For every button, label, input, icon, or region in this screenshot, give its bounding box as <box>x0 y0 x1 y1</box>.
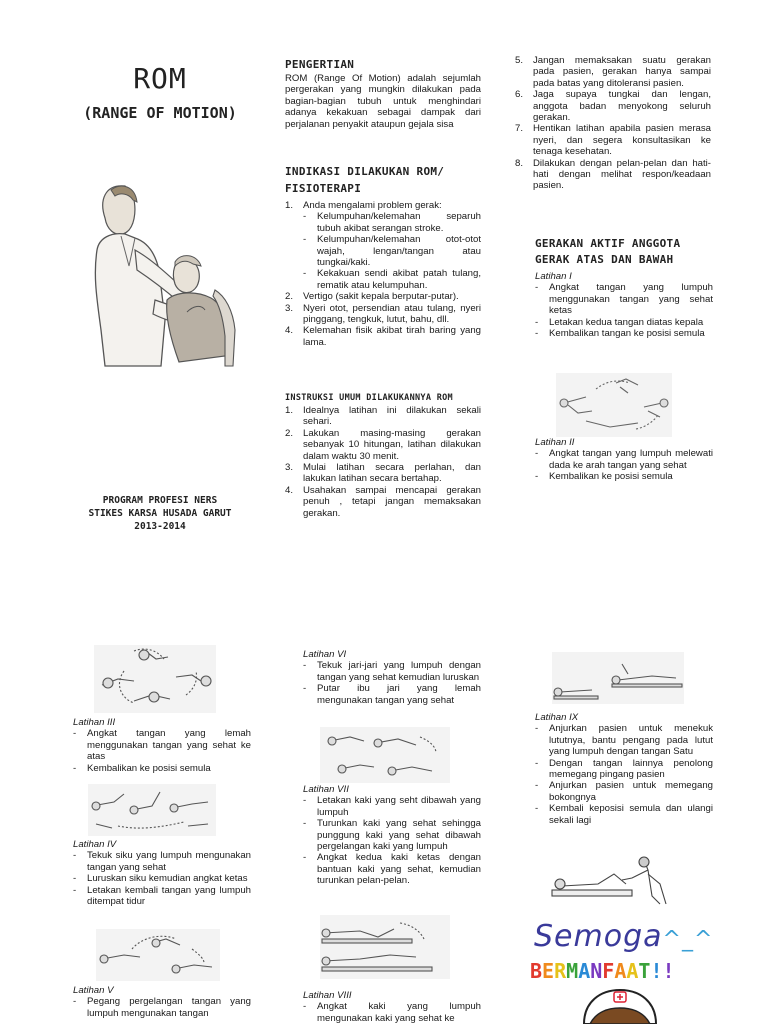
instruksi-heading: INSTRUKSI UMUM DILAKUKANNYA ROM <box>285 393 453 403</box>
latihan-step: - Kembalikan ke posisi semula <box>73 762 211 774</box>
indikasi-subitem: - Kekakuan sendi akibat patah tulang, rematik atau kelumpuhan. <box>303 268 481 291</box>
latihan-5-illustration <box>96 929 220 981</box>
latihan-step: - Dengan tangan lainnya penolong memegang pingang pasien <box>535 757 713 781</box>
indikasi-heading: INDIKASI DILAKUKAN ROM/ FISIOTERAPI <box>285 165 445 195</box>
academic-year: 2013-2014 <box>134 521 186 532</box>
latihan-9 <box>535 712 713 826</box>
closing-semoga <box>534 920 724 957</box>
program-name: PROGRAM PROFESI NERS <box>102 495 218 506</box>
closing-emote: ^_^ <box>662 927 714 952</box>
latihan-step: - Pegang pergelangan tangan yang lumpuh mengunakan tangan <box>73 996 251 1019</box>
indikasi-item: 1. Anda mengalami problem gerak: <box>285 200 442 211</box>
latihan-step: - Angkat tangan yang lumpuh melewati dada ke arah tangan yang sehat <box>535 448 713 471</box>
closing-letter: A <box>626 959 639 983</box>
latihan-6 <box>303 649 481 706</box>
latihan-label: Latihan IV <box>73 839 117 850</box>
indikasi-subitem: - Kelumpuhan/kelemahan otot-otot wajah, lengan/tangan atau tungkai/kaki. <box>303 234 481 269</box>
latihan-7 <box>303 784 481 887</box>
instruksi-item: 8. Dilakukan dengan pelan-pelan dan hati-hati dengan melihat respon/keadaan pasien. <box>515 157 711 192</box>
latihan-step: - Luruskan siku kemudian angkat ketas <box>73 873 248 885</box>
latihan-1 <box>535 271 713 339</box>
closing-letter: B <box>530 959 543 983</box>
indikasi-item: 3. Nyeri otot, persendian atau tulang, nyeri pinggang, tengkuk, lutut, bahu, dll. <box>285 302 481 326</box>
latihan-9-illustration <box>552 652 684 704</box>
instruksi-item: 3. Mulai latihan secara perlahan, dan lakukan latihan secara bertahap. <box>285 462 481 485</box>
closing-letter: ! <box>650 959 663 983</box>
closing-bermanfaat-text <box>530 959 675 983</box>
instruksi-item: 2. Lakukan masing-masing gerakan sebanyak 10 hitungan, latihan dilakukan dalam waktu 30 menit. <box>285 427 481 462</box>
latihan-label: Latihan I <box>535 271 572 282</box>
latihan-3-illustration <box>94 645 216 713</box>
instruksi-continued <box>515 55 711 192</box>
indikasi-section <box>285 163 481 348</box>
gerakan-heading: GERAKAN AKTIF ANGGOTA GERAK ATAS DAN BAWAH <box>535 237 681 266</box>
latihan-label: Latihan IX <box>535 712 579 723</box>
closing-letter: A <box>614 959 627 983</box>
closing-letter: ! <box>662 959 675 983</box>
pengertian-section <box>285 57 481 130</box>
indikasi-subitem: - Kelumpuhan/kelemahan separuh tubuh akibat serangan stroke. <box>303 211 481 234</box>
latihan-step: - Turunkan kaki yang sehat sehingga punggung kaki yang sehat dibawah pergelangan kaki yang lumpuh <box>303 818 481 853</box>
brochure-subtitle: (RANGE OF MOTION) <box>83 104 237 122</box>
latihan-step: - Kembali keposisi semula dan ulangi sekali lagi <box>535 803 713 826</box>
brochure-title: ROM <box>133 62 187 95</box>
latihan-8 <box>303 990 481 1024</box>
program-info <box>60 494 260 533</box>
instruksi-item: 7. Hentikan latihan apabila pasien merasa nyeri, dan segera konsultasikan ke tenaga kesehatan. <box>515 123 711 158</box>
latihan-step: - Angkat kaki yang lumpuh mengunakan kaki yang sehat ke <box>303 1001 481 1024</box>
latihan-step: - Putar ibu jari yang lemah mengunakan tangan yang sehat <box>303 683 481 706</box>
doctor-patient-illustration <box>75 180 240 370</box>
instruksi-item: 5. Jangan memaksakan suatu gerakan pada pasien, gerakan hanya sampai pada batas yang ditoleransi pasien. <box>515 55 711 89</box>
latihan-4 <box>73 839 251 907</box>
latihan-step: - Angkat tangan yang lemah menggunakan tangan yang sehat ke atas <box>73 728 251 763</box>
closing-semoga-text: Semoga <box>534 919 663 954</box>
closing-letter: T <box>638 959 651 983</box>
latihan-step: - Letakan kembali tangan yang lumpuh ditempat tidur <box>73 884 251 908</box>
latihan-label: Latihan VI <box>303 649 347 660</box>
closing-bermanfaat <box>530 957 730 985</box>
latihan-label: Latihan III <box>73 717 116 728</box>
closing-letter: N <box>590 959 603 983</box>
latihan-9-assist-illustration <box>548 856 678 906</box>
latihan-step: - Kembalikan ke posisi semula <box>535 471 673 483</box>
pengertian-heading: PENGERTIAN <box>285 58 355 71</box>
closing-letter: E <box>542 959 555 983</box>
latihan-5 <box>73 985 251 1019</box>
latihan-6-illustration <box>320 727 450 783</box>
closing-letter: A <box>578 959 591 983</box>
latihan-label: Latihan VIII <box>303 990 352 1001</box>
latihan-3 <box>73 717 251 774</box>
latihan-step: - Tekuk siku yang lumpuh mengunakan tangan yang sehat <box>73 850 251 873</box>
institution-name: STIKES KARSA HUSADA GARUT <box>88 508 232 519</box>
latihan-label: Latihan II <box>535 437 575 448</box>
latihan-step: - Anjurkan pasien untuk memegang bokongnya <box>535 780 713 803</box>
latihan-step: - Letakan kedua tangan diatas kepala <box>535 316 704 328</box>
latihan-7-illustration <box>320 915 450 979</box>
latihan-label: Latihan VII <box>303 784 349 795</box>
indikasi-item: 2. Vertigo (sakit kepala berputar-putar). <box>285 291 459 303</box>
pengertian-body: ROM (Range Of Motion) adalah sejumlah pergerakan yang mungkin dilakukan pada bagian-bagian tubuh untuk menghindari adanya kekakuan sebagai dampak dari perjalanan penyakit ataupun gejala sisa <box>285 73 481 130</box>
latihan-step: - Angkat tangan yang lumpuh menggunakan tangan yang sehat ketas <box>535 282 713 317</box>
latihan-step: - Kembalikan tangan ke posisi semula <box>535 328 705 340</box>
closing-letter: R <box>554 959 567 983</box>
latihan-1-illustration <box>556 373 672 437</box>
indikasi-item: 4. Kelemahan fisik akibat tirah baring yang lama. <box>285 325 481 348</box>
latihan-step: - Anjurkan pasien untuk menekuk lututnya, bantu pengang pada lutut yang lumpuh dengan tangan Satu <box>535 723 713 758</box>
latihan-step: - Letakan kaki yang seht dibawah yang lumpuh <box>303 795 481 818</box>
instruksi-section <box>285 392 481 519</box>
nurse-face-icon <box>570 986 670 1024</box>
instruksi-item: 1. Idealnya latihan ini dilakukan sekali sehari. <box>285 405 481 428</box>
instruksi-item: 4. Usahakan sampai mencapai gerakan penuh , tetapi jangan memaksakan gerakan. <box>285 484 481 519</box>
latihan-step: - Tekuk jari-jari yang lumpuh dengan tangan yang sehat kemudian luruskan <box>303 660 481 683</box>
latihan-4-illustration <box>88 784 216 836</box>
latihan-step: - Angkat kedua kaki ketas dengan bantuan kaki yang sehat, kemudian turunkan pelan-pelan. <box>303 852 481 887</box>
instruksi-item: 6. Jaga supaya tungkai dan lengan, anggota badan menyokong seluruh gerakan. <box>515 89 711 124</box>
closing-letter: M <box>566 959 579 983</box>
latihan-label: Latihan V <box>73 985 114 996</box>
closing-letter: F <box>602 959 615 983</box>
latihan-2 <box>535 437 713 483</box>
